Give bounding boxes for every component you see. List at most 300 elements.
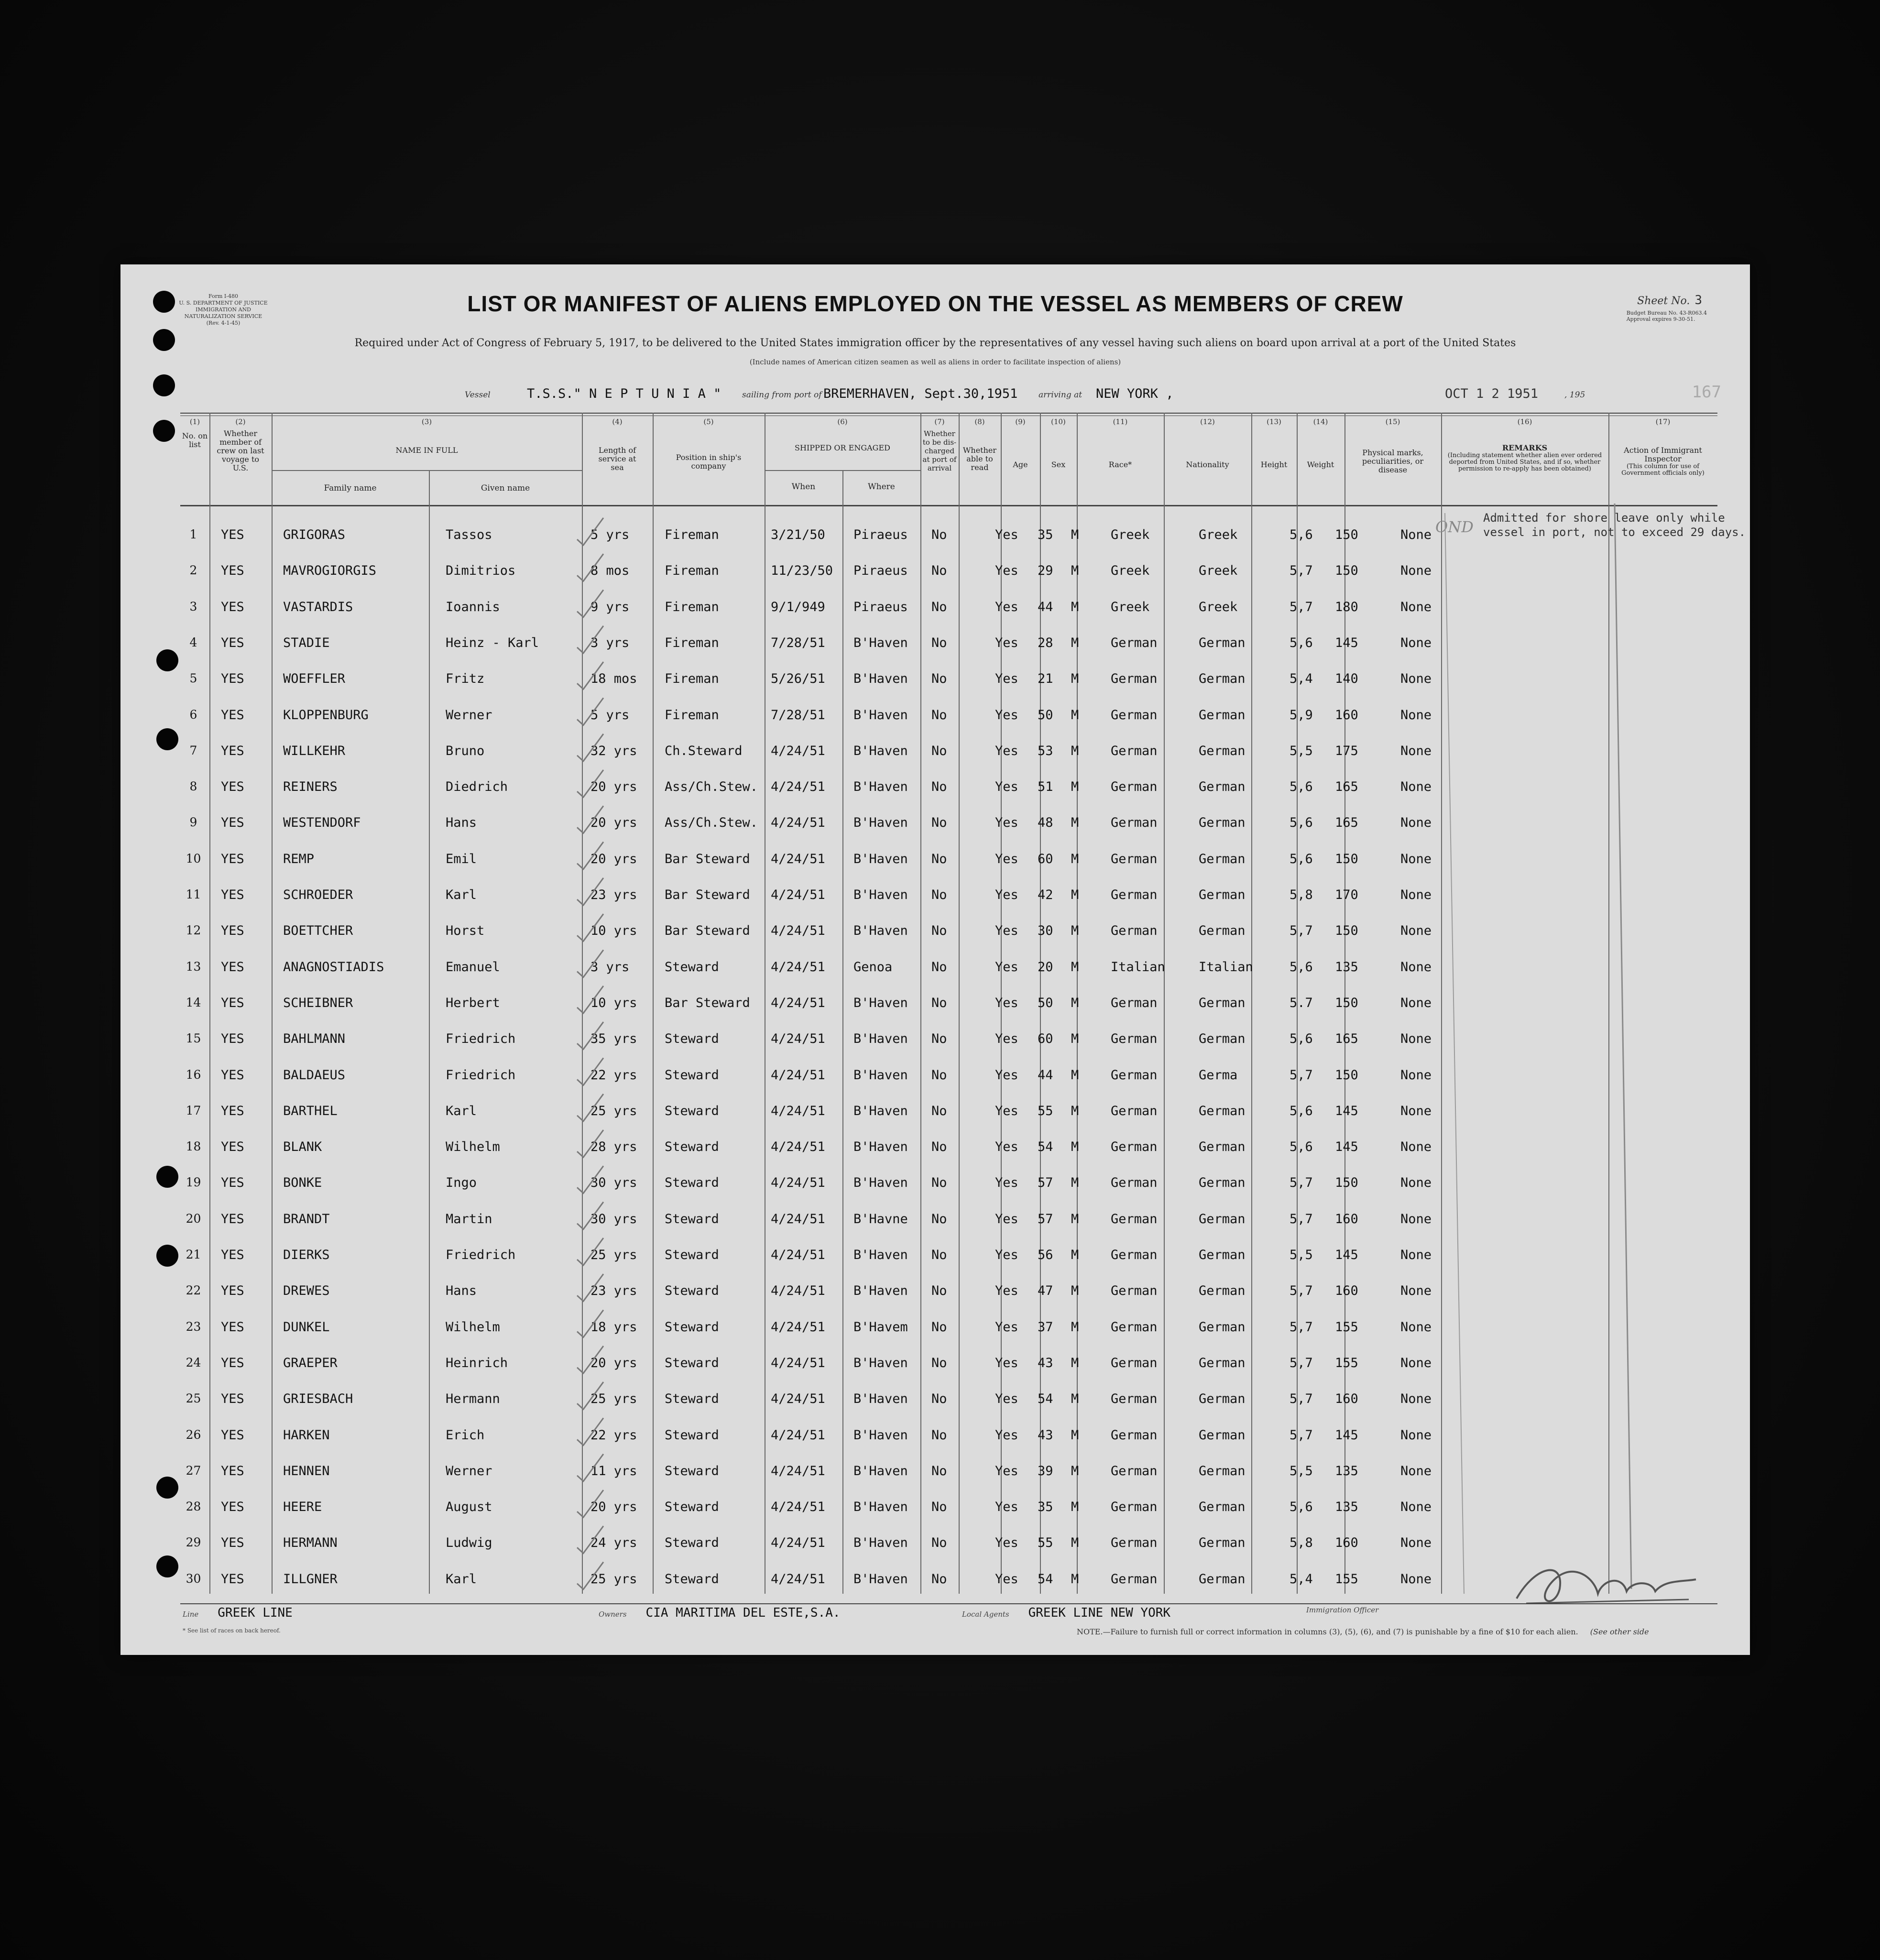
family-name-cell: DUNKEL <box>283 1319 330 1335</box>
column-number: (6) <box>837 417 848 426</box>
nationality-cell: German <box>1199 671 1246 687</box>
height-cell: 5,7 <box>1290 1211 1313 1226</box>
include-statement: (Include names of American citizen seamen as well as aliens in order to facilitate inspection of aliens) <box>749 358 1121 366</box>
prior-crew-cell: YES <box>221 1463 244 1478</box>
table-row <box>180 1490 1717 1526</box>
shipped-where-cell: B'Haven <box>853 1175 908 1191</box>
shipped-where-cell: B'Haven <box>853 1535 908 1551</box>
sex-cell: M <box>1071 1391 1079 1407</box>
agents-value: GREEK LINE NEW YORK <box>1028 1606 1171 1620</box>
weight-cell: 145 <box>1335 1103 1358 1118</box>
age-cell: 57 <box>1038 1175 1053 1191</box>
service-length-cell: 28 yrs <box>590 1139 637 1155</box>
row-number-cell: 28 <box>186 1500 201 1514</box>
sex-cell: M <box>1071 707 1079 723</box>
able-to-read-cell: Yes <box>995 959 1018 975</box>
prior-crew-cell: YES <box>221 1391 244 1407</box>
age-cell: 43 <box>1038 1427 1053 1443</box>
physical-marks-cell: None <box>1400 1139 1432 1155</box>
sex-cell: M <box>1071 635 1079 650</box>
able-to-read-cell: Yes <box>995 1175 1018 1191</box>
revision: (Rev. 4-1-45) <box>206 320 240 326</box>
family-name-cell: BARTHEL <box>283 1103 338 1118</box>
given-name-cell: Dimitrios <box>446 563 516 579</box>
service-length-cell: 22 yrs <box>590 1427 637 1443</box>
height-cell: 5,7 <box>1290 1283 1313 1299</box>
able-to-read-cell: Yes <box>995 527 1018 542</box>
shipped-where-cell: B'Haven <box>853 707 908 723</box>
weight-cell: 170 <box>1335 887 1358 902</box>
service-length-cell: 20 yrs <box>590 779 637 795</box>
age-cell: 60 <box>1038 1031 1053 1047</box>
weight-cell: 160 <box>1335 1535 1358 1551</box>
shipped-when-cell: 4/24/51 <box>771 1500 825 1515</box>
weight-cell: 160 <box>1335 1283 1358 1299</box>
table-top-rule <box>180 413 1717 414</box>
weight-cell: 135 <box>1335 959 1358 975</box>
row-number-cell: 26 <box>186 1427 201 1442</box>
position-cell: Steward <box>665 1067 719 1083</box>
sex-cell: M <box>1071 1248 1079 1262</box>
race-cell: German <box>1111 1103 1158 1118</box>
age-cell: 29 <box>1038 563 1053 579</box>
shipped-when-cell: 4/24/51 <box>771 1139 825 1155</box>
sex-cell: M <box>1071 563 1079 579</box>
table-row <box>180 518 1717 554</box>
able-to-read-cell: Yes <box>995 1067 1018 1083</box>
nationality-cell: German <box>1199 1103 1246 1118</box>
table-row <box>180 590 1717 626</box>
position-cell: Fireman <box>665 635 719 650</box>
service-length-cell: 20 yrs <box>590 1355 637 1370</box>
able-to-read-cell: Yes <box>995 1500 1018 1515</box>
column-number: (12) <box>1200 417 1215 426</box>
shipped-where-cell: B'Haven <box>853 671 908 687</box>
position-cell: Steward <box>665 1031 719 1047</box>
given-name-cell: Ingo <box>446 1175 477 1191</box>
sex-cell: M <box>1071 815 1079 831</box>
officer-label: Immigration Officer <box>1306 1606 1379 1614</box>
discharged-cell: No <box>931 743 947 758</box>
service-length-cell: 25 yrs <box>590 1248 637 1262</box>
given-name-cell: Hermann <box>446 1391 500 1407</box>
sex-cell: M <box>1071 995 1079 1010</box>
given-name-cell: Martin <box>446 1211 492 1226</box>
sex-cell: M <box>1071 1463 1079 1478</box>
prior-crew-cell: YES <box>221 1103 244 1118</box>
column-header-position: Position in ship's company <box>676 453 742 471</box>
shipped-when-cell: 4/24/51 <box>771 1535 825 1551</box>
race-cell: German <box>1111 851 1158 866</box>
age-cell: 54 <box>1038 1571 1053 1587</box>
age-cell: 35 <box>1038 527 1053 542</box>
discharged-cell: No <box>931 1248 947 1262</box>
position-cell: Fireman <box>665 599 719 614</box>
family-name-cell: WOEFFLER <box>283 671 346 687</box>
shipped-when-cell: 4/24/51 <box>771 743 825 758</box>
able-to-read-cell: Yes <box>995 1535 1018 1551</box>
position-cell: Steward <box>665 1175 719 1191</box>
race-cell: Greek <box>1111 599 1150 614</box>
service-length-cell: 30 yrs <box>590 1211 637 1226</box>
shipped-where-cell: B'Haven <box>853 1283 908 1299</box>
shipped-when-cell: 4/24/51 <box>771 1248 825 1262</box>
prior-crew-cell: YES <box>221 743 244 758</box>
service-length-cell: 3 yrs <box>590 959 630 975</box>
nationality-cell: German <box>1199 635 1246 650</box>
family-name-cell: BLANK <box>283 1139 322 1155</box>
position-cell: Steward <box>665 1283 719 1299</box>
weight-cell: 145 <box>1335 635 1358 650</box>
nationality-cell: German <box>1199 1571 1246 1587</box>
remarks-initials: OND <box>1435 518 1474 536</box>
sex-cell: M <box>1071 1283 1079 1299</box>
height-cell: 5,7 <box>1290 1319 1313 1335</box>
race-cell: German <box>1111 743 1158 758</box>
nationality-cell: Italian <box>1199 959 1253 975</box>
sex-cell: M <box>1071 923 1079 939</box>
column-header-shipped: SHIPPED OR ENGAGED <box>795 443 890 452</box>
prior-crew-cell: YES <box>221 599 244 614</box>
given-name-cell: Wilhelm <box>446 1319 500 1335</box>
shipped-when-cell: 4/24/51 <box>771 887 825 902</box>
able-to-read-cell: Yes <box>995 779 1018 795</box>
physical-marks-cell: None <box>1400 1427 1432 1443</box>
height-cell: 5,6 <box>1290 635 1313 650</box>
age-cell: 47 <box>1038 1283 1053 1299</box>
race-cell: German <box>1111 1031 1158 1047</box>
service-length-cell: 24 yrs <box>590 1535 637 1551</box>
discharged-cell: No <box>931 923 947 939</box>
service-length-cell: 18 yrs <box>590 1319 637 1335</box>
able-to-read-cell: Yes <box>995 599 1018 614</box>
weight-cell: 150 <box>1335 851 1358 866</box>
nationality-cell: German <box>1199 1427 1246 1443</box>
department: U. S. DEPARTMENT OF JUSTICE <box>179 300 268 306</box>
remarks-text: Admitted for shore leave only while vessel in port, not to exceed 29 days. <box>1483 511 1746 539</box>
race-cell: German <box>1111 779 1158 795</box>
service-length-cell: 5 yrs <box>590 707 630 723</box>
arriving-label: arriving at <box>1038 390 1082 400</box>
nationality-cell: German <box>1199 1211 1246 1226</box>
age-cell: 43 <box>1038 1355 1053 1370</box>
row-number-cell: 5 <box>189 671 197 686</box>
vessel-line <box>340 386 1717 405</box>
prior-crew-cell: YES <box>221 851 244 866</box>
table-row <box>180 698 1717 734</box>
discharged-cell: No <box>931 1571 947 1587</box>
discharged-cell: No <box>931 707 947 723</box>
given-name-cell: Hans <box>446 1283 477 1299</box>
shipped-when-cell: 4/24/51 <box>771 779 825 795</box>
binder-hole <box>156 1477 178 1499</box>
physical-marks-cell: None <box>1400 1211 1432 1226</box>
column-number: (9) <box>1015 417 1026 426</box>
sheet-number: 3 <box>1694 293 1702 307</box>
subheader-when: When <box>791 482 816 492</box>
discharged-cell: No <box>931 1175 947 1191</box>
row-number-cell: 19 <box>186 1175 201 1190</box>
table-row <box>180 770 1717 806</box>
service: IMMIGRATION AND NATURALIZATION SERVICE <box>184 307 262 319</box>
column-number: (3) <box>421 417 432 426</box>
arriving-at: NEW YORK , <box>1096 386 1174 401</box>
shipped-when-cell: 4/24/51 <box>771 1391 825 1407</box>
prior-crew-cell: YES <box>221 779 244 795</box>
shipped-when-cell: 4/24/51 <box>771 1103 825 1118</box>
row-number-cell: 11 <box>186 887 201 901</box>
weight-cell: 160 <box>1335 1211 1358 1226</box>
age-cell: 37 <box>1038 1319 1053 1335</box>
binder-hole <box>156 649 178 671</box>
nationality-cell: German <box>1199 1355 1246 1370</box>
column-number: (8) <box>974 417 985 426</box>
sex-cell: M <box>1071 1500 1079 1515</box>
family-name-cell: SCHEIBNER <box>283 995 353 1010</box>
service-length-cell: 35 yrs <box>590 1031 637 1047</box>
budget-line-1: Budget Bureau No. 43-R063.4 <box>1626 310 1707 316</box>
physical-marks-cell: None <box>1400 527 1432 542</box>
physical-marks-cell: None <box>1400 1031 1432 1047</box>
race-cell: German <box>1111 635 1158 650</box>
column-header-physical-marks: Physical marks, peculiarities, or disease <box>1362 448 1424 474</box>
discharged-cell: No <box>931 779 947 795</box>
family-name-cell: REMP <box>283 851 315 866</box>
given-name-cell: Herbert <box>446 995 500 1010</box>
discharged-cell: No <box>931 599 947 614</box>
corner-number: 167 <box>1692 383 1721 402</box>
service-length-cell: 32 yrs <box>590 743 637 758</box>
table-row <box>180 1202 1717 1238</box>
shipped-when-cell: 4/24/51 <box>771 995 825 1010</box>
family-name-cell: DIERKS <box>283 1248 330 1262</box>
given-name-cell: Karl <box>446 887 477 902</box>
table-row <box>180 914 1717 950</box>
given-name-cell: Fritz <box>446 671 485 687</box>
position-cell: Bar Steward <box>665 851 750 866</box>
age-cell: 39 <box>1038 1463 1053 1478</box>
position-cell: Steward <box>665 959 719 975</box>
vessel-name: T.S.S." N E P T U N I A " <box>527 386 721 401</box>
given-name-cell: Wilhelm <box>446 1139 500 1155</box>
column-number: (5) <box>703 417 714 426</box>
given-name-cell: Friedrich <box>446 1067 516 1083</box>
discharged-cell: No <box>931 1067 947 1083</box>
race-cell: German <box>1111 1500 1158 1515</box>
column-header-name: NAME IN FULL <box>395 446 458 455</box>
manifest-sheet <box>120 264 1750 1655</box>
shipped-when-cell: 4/24/51 <box>771 851 825 866</box>
shipped-when-cell: 4/24/51 <box>771 959 825 975</box>
service-length-cell: 18 mos <box>590 671 637 687</box>
inspector-note: (This column for use of Government officials only) <box>1621 463 1705 477</box>
shipped-where-cell: B'Haven <box>853 1067 908 1083</box>
table-row <box>180 878 1717 914</box>
shipped-when-cell: 4/24/51 <box>771 1463 825 1478</box>
footer-agents <box>962 1606 1170 1620</box>
physical-marks-cell: None <box>1400 1283 1432 1299</box>
nationality-cell: German <box>1199 887 1246 902</box>
table-row <box>180 1058 1717 1094</box>
age-cell: 54 <box>1038 1391 1053 1407</box>
age-cell: 57 <box>1038 1211 1053 1226</box>
table-row <box>180 1166 1717 1202</box>
age-cell: 42 <box>1038 887 1053 902</box>
prior-crew-cell: YES <box>221 1248 244 1262</box>
service-length-cell: 10 yrs <box>590 995 637 1010</box>
age-cell: 20 <box>1038 959 1053 975</box>
age-cell: 56 <box>1038 1248 1053 1262</box>
age-cell: 48 <box>1038 815 1053 831</box>
weight-cell: 155 <box>1335 1319 1358 1335</box>
weight-cell: 160 <box>1335 707 1358 723</box>
given-name-cell: Emil <box>446 851 477 866</box>
weight-cell: 175 <box>1335 743 1358 758</box>
shipped-when-cell: 4/24/51 <box>771 1319 825 1335</box>
race-cell: German <box>1111 1211 1158 1226</box>
budget-line-2: Approval expires 9-30-51. <box>1626 316 1695 322</box>
age-cell: 44 <box>1038 599 1053 614</box>
shipped-where-cell: B'Haven <box>853 1031 908 1047</box>
shipped-where-cell: B'Haven <box>853 1391 908 1407</box>
sex-cell: M <box>1071 1535 1079 1551</box>
service-length-cell: 10 yrs <box>590 923 637 939</box>
row-number-cell: 13 <box>186 959 201 974</box>
service-length-cell: 25 yrs <box>590 1391 637 1407</box>
age-cell: 44 <box>1038 1067 1053 1083</box>
table-row <box>180 986 1717 1022</box>
age-cell: 53 <box>1038 743 1053 758</box>
age-cell: 54 <box>1038 1139 1053 1155</box>
able-to-read-cell: Yes <box>995 1031 1018 1047</box>
able-to-read-cell: Yes <box>995 1391 1018 1407</box>
discharged-cell: No <box>931 1427 947 1443</box>
height-cell: 5,7 <box>1290 1175 1313 1191</box>
sex-cell: M <box>1071 743 1079 758</box>
shipped-when-cell: 7/28/51 <box>771 707 825 723</box>
able-to-read-cell: Yes <box>995 815 1018 831</box>
shipped-where-cell: B'Haven <box>853 743 908 758</box>
able-to-read-cell: Yes <box>995 671 1018 687</box>
service-length-cell: 23 yrs <box>590 887 637 902</box>
race-cell: German <box>1111 1535 1158 1551</box>
family-name-cell: GRAEPER <box>283 1355 338 1370</box>
discharged-cell: No <box>931 527 947 542</box>
discharged-cell: No <box>931 1463 947 1478</box>
physical-marks-cell: None <box>1400 1535 1432 1551</box>
shipped-where-cell: B'Haven <box>853 851 908 866</box>
prior-crew-cell: YES <box>221 1211 244 1226</box>
discharged-cell: No <box>931 1103 947 1118</box>
discharged-cell: No <box>931 1139 947 1155</box>
service-length-cell: 5 yrs <box>590 527 630 542</box>
physical-marks-cell: None <box>1400 1463 1432 1478</box>
shipped-where-cell: B'Haven <box>853 995 908 1010</box>
weight-cell: 145 <box>1335 1248 1358 1262</box>
penalty-note <box>1077 1627 1649 1636</box>
race-cell: German <box>1111 815 1158 831</box>
column-number: (14) <box>1313 417 1328 426</box>
sex-cell: M <box>1071 851 1079 866</box>
height-cell: 5,8 <box>1290 887 1313 902</box>
shipped-where-cell: B'Haven <box>853 635 908 650</box>
given-name-cell: August <box>446 1500 492 1515</box>
age-cell: 35 <box>1038 1500 1053 1515</box>
family-name-cell: HEERE <box>283 1500 322 1515</box>
position-cell: Steward <box>665 1211 719 1226</box>
age-cell: 51 <box>1038 779 1053 795</box>
physical-marks-cell: None <box>1400 1319 1432 1335</box>
family-name-cell: BOETTCHER <box>283 923 353 939</box>
race-cell: Greek <box>1111 527 1150 542</box>
year-label: , 195 <box>1564 390 1585 400</box>
table-row <box>180 1130 1717 1166</box>
given-name-cell: Heinrich <box>446 1355 508 1370</box>
position-cell: Fireman <box>665 563 719 579</box>
shipped-where-cell: B'Haven <box>853 887 908 902</box>
column-number: (7) <box>934 417 945 426</box>
shipped-when-cell: 7/28/51 <box>771 635 825 650</box>
physical-marks-cell: None <box>1400 995 1432 1010</box>
physical-marks-cell: None <box>1400 707 1432 723</box>
subheader-where: Where <box>868 482 895 492</box>
name-subheader-rule <box>272 470 582 471</box>
row-number-cell: 27 <box>186 1463 201 1478</box>
physical-marks-cell: None <box>1400 1067 1432 1083</box>
weight-cell: 140 <box>1335 671 1358 687</box>
shipped-when-cell: 4/24/51 <box>771 1283 825 1299</box>
nationality-cell: German <box>1199 1500 1246 1515</box>
discharged-cell: No <box>931 1031 947 1047</box>
discharged-cell: No <box>931 1355 947 1370</box>
family-name-cell: STADIE <box>283 635 330 650</box>
discharged-cell: No <box>931 563 947 579</box>
height-cell: 5,7 <box>1290 923 1313 939</box>
row-number-cell: 16 <box>186 1067 201 1082</box>
shipped-where-cell: B'Havem <box>853 1319 908 1335</box>
able-to-read-cell: Yes <box>995 1319 1018 1335</box>
physical-marks-cell: None <box>1400 1355 1432 1370</box>
family-name-cell: HENNEN <box>283 1463 330 1478</box>
physical-marks-cell: None <box>1400 851 1432 866</box>
prior-crew-cell: YES <box>221 1319 244 1335</box>
position-cell: Bar Steward <box>665 995 750 1010</box>
table-row <box>180 662 1717 698</box>
prior-crew-cell: YES <box>221 1283 244 1299</box>
family-name-cell: BRANDT <box>283 1211 330 1226</box>
physical-marks-cell: None <box>1400 959 1432 975</box>
service-length-cell: 22 yrs <box>590 1067 637 1083</box>
discharged-cell: No <box>931 1391 947 1407</box>
row-number-cell: 6 <box>189 707 197 722</box>
weight-cell: 150 <box>1335 563 1358 579</box>
physical-marks-cell: None <box>1400 1391 1432 1407</box>
sex-cell: M <box>1071 527 1079 542</box>
sex-cell: M <box>1071 779 1079 795</box>
family-name-cell: MAVROGIORGIS <box>283 563 377 579</box>
position-cell: Steward <box>665 1248 719 1262</box>
shipped-where-cell: B'Haven <box>853 1139 908 1155</box>
owners-label: Owners <box>599 1610 627 1619</box>
row-number-cell: 22 <box>186 1283 201 1298</box>
position-cell: Steward <box>665 1535 719 1551</box>
service-length-cell: 30 yrs <box>590 1175 637 1191</box>
sheet-label: Sheet No. <box>1637 295 1690 307</box>
position-cell: Steward <box>665 1571 719 1587</box>
column-header-sex: Sex <box>1051 460 1066 469</box>
table-row <box>180 1346 1717 1382</box>
row-number-cell: 29 <box>186 1535 201 1550</box>
